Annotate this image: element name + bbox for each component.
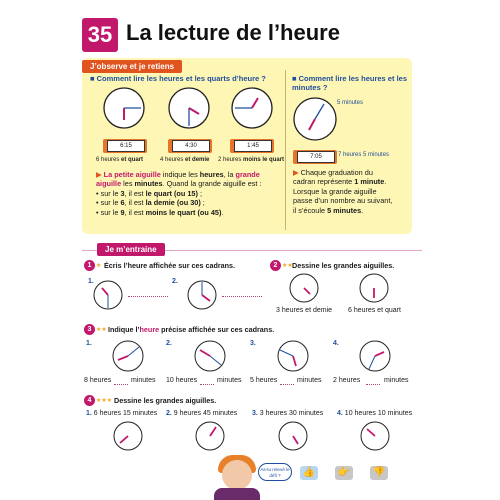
- ex1-clock-1: [94, 281, 122, 309]
- exercise-1-clocks: [92, 279, 272, 315]
- ex4-clock-4: [361, 422, 389, 450]
- clock-caption-2: 4 heures et demie: [160, 157, 210, 163]
- ex3-minutes-4: minutes: [384, 377, 409, 384]
- minutes-rule-text: ▶ Chaque graduation du cadran représente 1 minute. Lorsque la grande aiguille passe d’un nombre au suivant, il s’écoule 5 minutes.: [293, 168, 393, 215]
- digital-time-2: 4:30: [172, 140, 210, 152]
- exercise-2-number: 2: [270, 260, 281, 271]
- ex1-item-2: 2.: [172, 278, 178, 285]
- exercise-3-clocks: [100, 338, 420, 374]
- exercise-3-stars: ★★: [96, 327, 107, 333]
- clock-4-30: [169, 88, 209, 128]
- ex4-item-3: 3. 3 heures 30 minutes: [252, 410, 324, 417]
- question-hours-quarters: ■ Comment lire les heures et les quarts d’heure ?: [90, 74, 266, 83]
- ex1-clock-2: [188, 281, 216, 309]
- exercise-2-clocks: [286, 272, 416, 306]
- train-tab: Je m’entraine: [97, 243, 165, 256]
- ex3-clock-1: [113, 341, 143, 371]
- ex3-minutes-3: minutes: [297, 377, 322, 384]
- ex3-item-3: 3.: [250, 340, 256, 347]
- ex3-clock-3: [278, 341, 308, 371]
- ex4-clock-1: [114, 422, 142, 450]
- exercise-3-instruction: Indique l’heure précise affichée sur ces cadrans.: [108, 325, 275, 334]
- girl-avatar: [222, 460, 252, 490]
- ex3-answer-4[interactable]: [366, 384, 380, 385]
- observe-tab: J’observe et je retiens: [82, 60, 182, 73]
- ex3-hours-1: 8 heures: [84, 377, 112, 384]
- ex2-caption-1: 3 heures et demie: [276, 307, 333, 314]
- exercise-4-clocks: [100, 420, 420, 454]
- ex3-answer-3[interactable]: [280, 384, 294, 385]
- ex3-hours-3: 5 heures: [250, 377, 278, 384]
- clock-caption-1: 6 heures et quart: [96, 157, 144, 163]
- ex4-clock-2: [196, 422, 224, 450]
- thumb-down-icon[interactable]: 👎: [370, 466, 388, 480]
- ex1-answer-line-2[interactable]: [222, 296, 262, 297]
- ex3-item-4: 4.: [333, 340, 339, 347]
- ex3-hours-2: 10 heures: [166, 377, 198, 384]
- thumb-side-icon[interactable]: 👉: [335, 466, 353, 480]
- exercise-2-stars: ★★: [282, 263, 293, 269]
- exercise-1-instruction: Écris l’heure affichée sur ces cadrans.: [104, 261, 236, 270]
- ex4-item-2: 2. 9 heures 45 minutes: [166, 410, 238, 417]
- ex4-clock-3: [279, 422, 307, 450]
- ex4-item-1: 1. 6 heures 15 minutes: [86, 410, 158, 417]
- exercise-3-number: 3: [84, 324, 95, 335]
- ex3-minutes-2: minutes: [217, 377, 242, 384]
- clock-1-45: [232, 88, 272, 128]
- girl-body: [214, 488, 260, 500]
- ex3-clock-4: [360, 341, 390, 371]
- digital-time-4-label: 7 heures 5 minutes: [338, 152, 390, 158]
- ex2-caption-2: 6 heures et quart: [348, 307, 401, 314]
- ex3-clock-2: [195, 341, 225, 371]
- digital-time-1: 6:15: [107, 140, 145, 152]
- ex2-clock-2: [360, 274, 388, 302]
- digital-time-4: 7:05: [297, 151, 335, 163]
- ex4-item-4: 4. 10 heures 10 minutes: [337, 410, 413, 417]
- ex1-answer-line-1[interactable]: [128, 296, 168, 297]
- exercise-4-stars: ★★★: [96, 398, 113, 404]
- exercise-2-instruction: Dessine les grandes aiguilles.: [292, 261, 395, 270]
- exercise-1-number: 1: [84, 260, 95, 271]
- ex3-item-1: 1.: [86, 340, 92, 347]
- exercise-4-number: 4: [84, 395, 95, 406]
- question-hours-minutes: ■ Comment lire les heures et les minutes ?: [292, 74, 407, 92]
- ex3-minutes-1: minutes: [131, 377, 156, 384]
- digital-time-3: 1:45: [234, 140, 272, 152]
- rule-text: ▶ La petite aiguille indique les heures, la grande aiguille les minutes. Quand la grande aiguille est : • sur le 3, il est le quart (ou 15) ; • sur le 6, il est la demie (ou 30) ; • sur le 9, il est moins le quart (ou 45).: [96, 170, 262, 217]
- clock-6-15: [104, 88, 144, 128]
- five-minutes-label: 5 minutes: [337, 100, 364, 106]
- challenge-bubble: As-tu relevé le défi ?: [258, 463, 292, 481]
- ex3-answer-2[interactable]: [200, 384, 214, 385]
- exercise-1-stars: ★: [96, 263, 102, 269]
- lesson-title: La lecture de l’heure: [126, 20, 340, 45]
- ex3-answer-1[interactable]: [114, 384, 128, 385]
- lesson-number: 35: [82, 18, 118, 52]
- ex2-clock-1: [290, 274, 318, 302]
- clock-caption-3: 2 heures moins le quart: [218, 157, 285, 163]
- exercise-4-instruction: Dessine les grandes aiguilles.: [114, 396, 217, 405]
- ex3-hours-4: 2 heures: [333, 377, 361, 384]
- ex1-item-1: 1.: [88, 278, 94, 285]
- ex3-item-2: 2.: [166, 340, 172, 347]
- clock-7-05: [292, 96, 340, 144]
- thumb-up-icon[interactable]: 👍: [300, 466, 318, 480]
